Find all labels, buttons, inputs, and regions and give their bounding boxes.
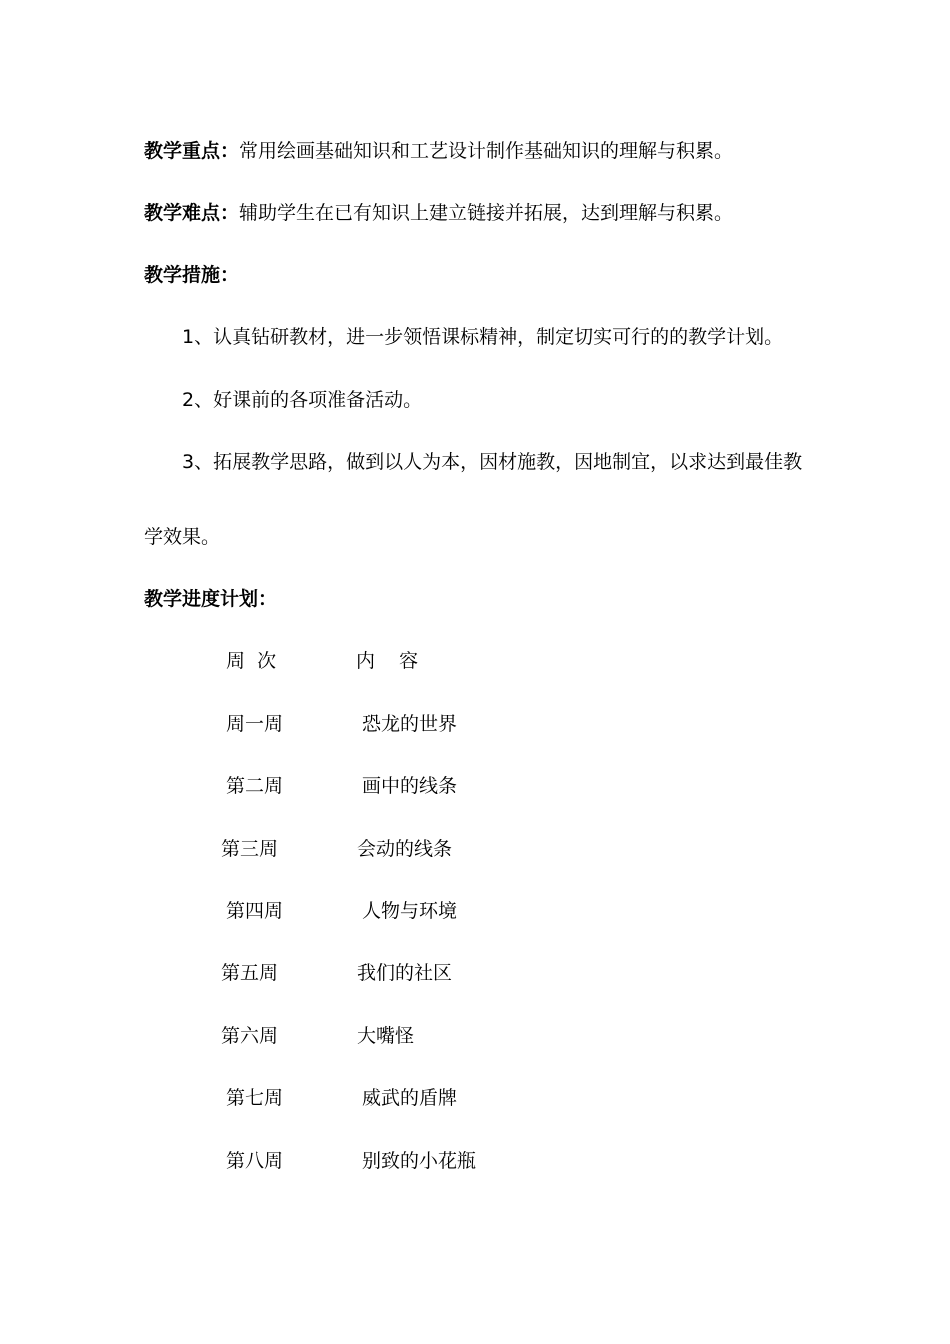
schedule-row-week: 第四周: [226, 900, 284, 922]
key-point-paragraph: [144, 139, 733, 163]
difficult-point-paragraph: [144, 201, 733, 225]
schedule-row-week: 周一周: [226, 713, 284, 735]
schedule-row-week: 第六周: [221, 1025, 279, 1047]
schedule-row-content: 人物与环境: [362, 900, 458, 922]
schedule-row-content: 大嘴怪: [357, 1025, 415, 1047]
difficult-point-text: 辅助学生在已有知识上建立链接并拓展，达到理解与积累。: [239, 202, 734, 224]
schedule-row-content: 画中的线条: [362, 775, 458, 797]
schedule-row-content: 我们的社区: [357, 962, 453, 984]
schedule-row-week: 第二周: [226, 775, 284, 797]
schedule-row-content: 别致的小花瓶: [362, 1150, 477, 1172]
key-point-label: 教学重点：: [144, 140, 240, 162]
schedule-row-content: 会动的线条: [357, 838, 453, 860]
schedule-row-week: 第八周: [226, 1150, 284, 1172]
schedule-heading: 教学进度计划：: [144, 588, 278, 610]
measure-item-3: 3、拓展教学思路，做到以人为本，因材施教，因地制宜，以求达到最佳教: [182, 451, 803, 473]
schedule-header-content: 内 容: [356, 650, 419, 672]
measure-item-1: 1、认真钻研教材，进一步领悟课标精神，制定切实可行的的教学计划。: [182, 326, 784, 348]
measures-heading: 教学措施：: [144, 264, 240, 286]
measure-item-2: 2、好课前的各项准备活动。: [182, 389, 423, 411]
schedule-row-content: 威武的盾牌: [362, 1087, 458, 1109]
schedule-header-week: 周 次: [226, 650, 277, 672]
schedule-row-week: 第七周: [226, 1087, 284, 1109]
schedule-row-content: 恐龙的世界: [362, 713, 458, 735]
schedule-row-week: 第五周: [221, 962, 279, 984]
schedule-row-week: 第三周: [221, 838, 279, 860]
measure-item-3-continued: 学效果。: [144, 526, 221, 548]
key-point-text: 常用绘画基础知识和工艺设计制作基础知识的理解与积累。: [239, 140, 734, 162]
difficult-point-label: 教学难点：: [144, 202, 240, 224]
